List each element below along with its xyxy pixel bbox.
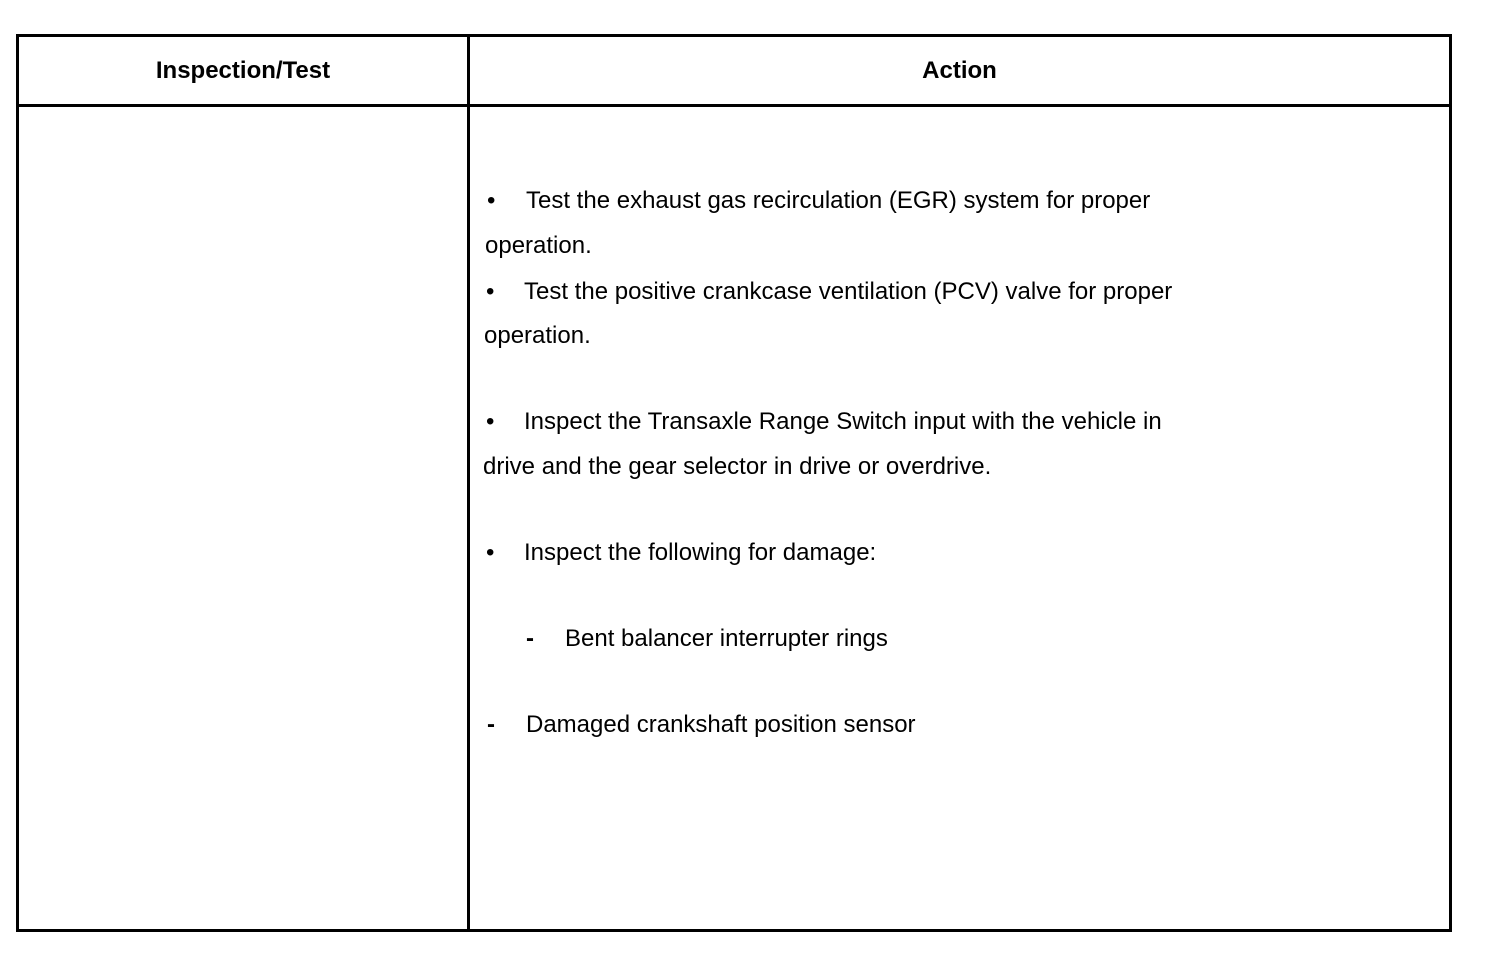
action-item-inspect-damage: Inspect the following for damage: <box>524 539 877 566</box>
action-item-transaxle-line1: Inspect the Transaxle Range Switch input with the vehicle in <box>524 408 1162 435</box>
action-item-pcv-line1: Test the positive crankcase ventilation (PCV) valve for proper <box>524 278 1173 305</box>
action-item-pcv-line2: operation. <box>484 322 591 349</box>
column-divider <box>467 37 470 929</box>
bullet-marker: • <box>486 408 495 435</box>
action-item-egr-line2: operation. <box>485 232 592 259</box>
bullet-marker: • <box>486 539 495 566</box>
action-item-egr-line1: Test the exhaust gas recirculation (EGR) system for proper <box>526 187 1151 214</box>
header-divider <box>19 104 1449 107</box>
dash-marker: - <box>487 711 495 738</box>
header-action: Action <box>922 56 997 84</box>
action-item-transaxle-line2: drive and the gear selector in drive or overdrive. <box>483 453 992 480</box>
dash-marker: - <box>526 625 534 652</box>
bullet-marker: • <box>486 278 495 305</box>
header-inspection-test: Inspection/Test <box>155 56 331 84</box>
action-item-crankshaft-sensor: Damaged crankshaft position sensor <box>526 711 916 738</box>
action-item-balancer-rings: Bent balancer interrupter rings <box>565 625 888 652</box>
inspection-table <box>16 34 1452 932</box>
bullet-marker: • <box>487 187 496 214</box>
